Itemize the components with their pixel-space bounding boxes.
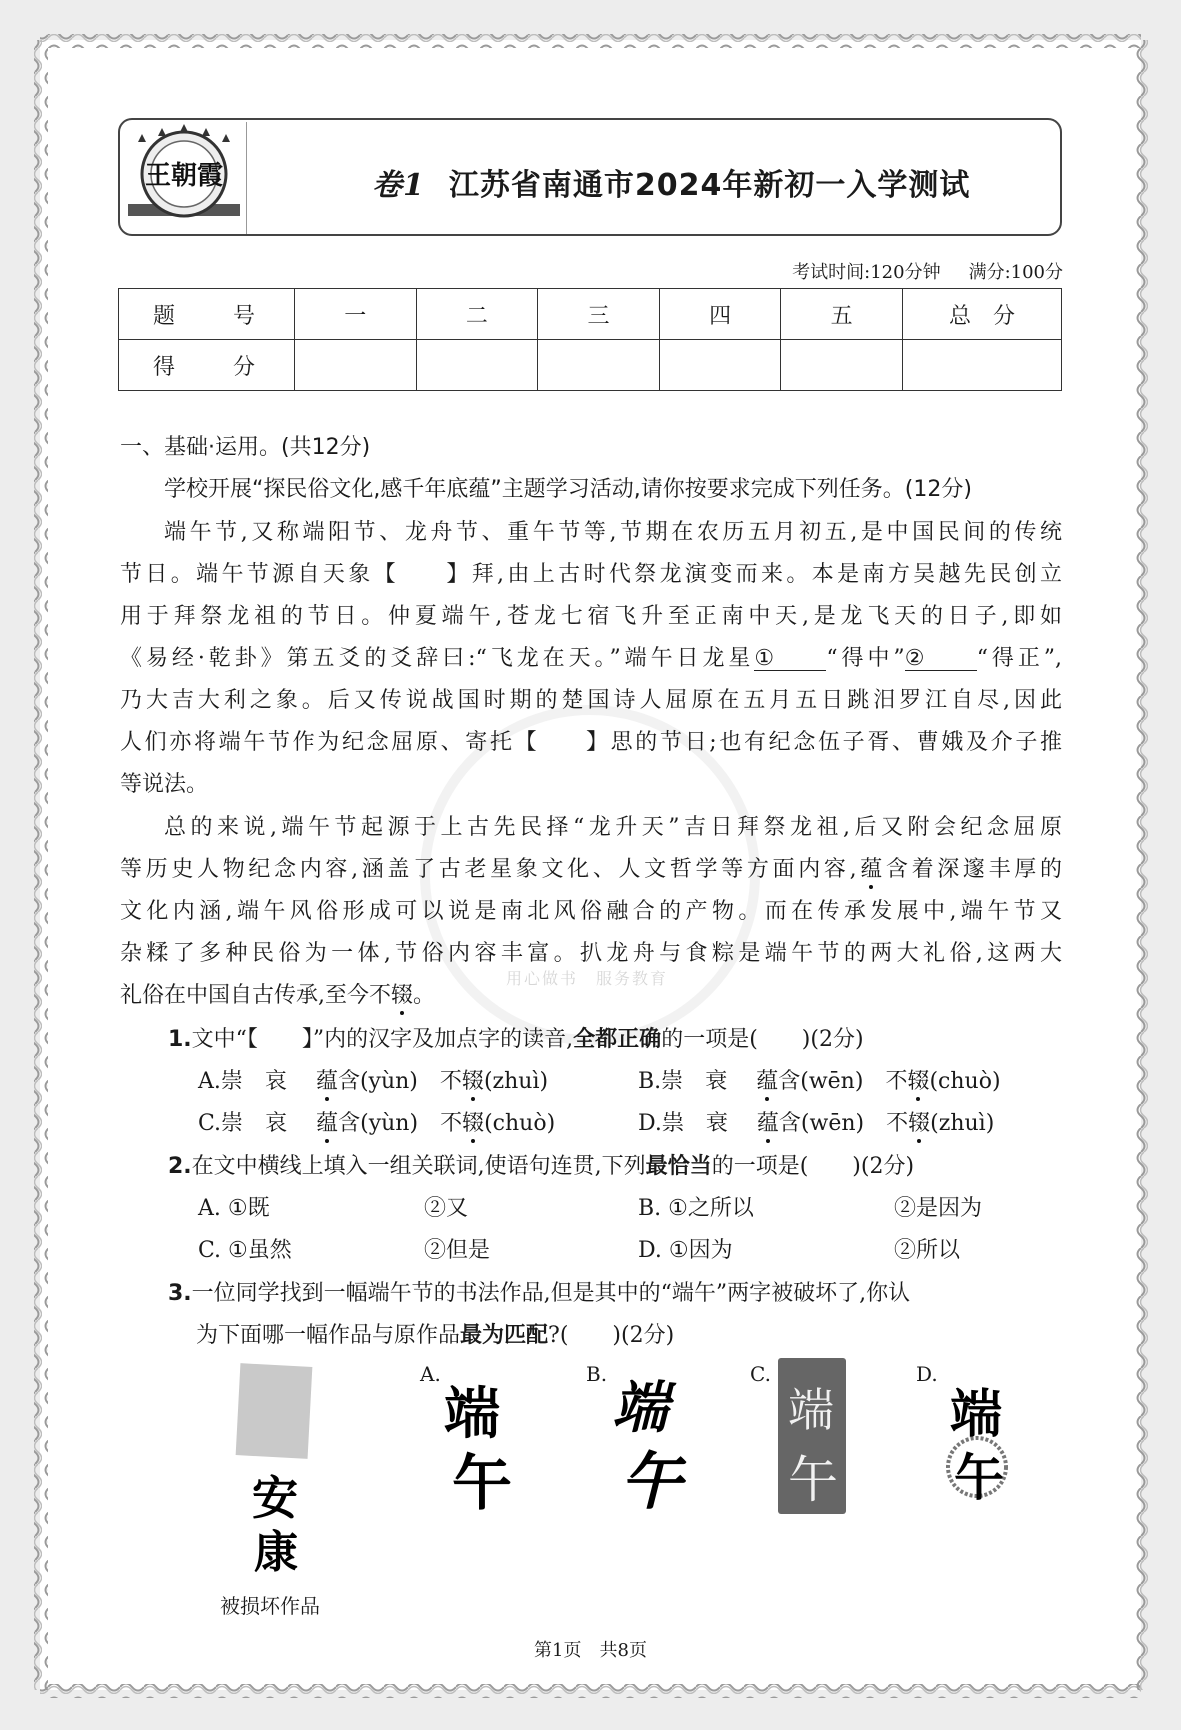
passage-line: 用于拜祭龙祖的节日。仲夏端午,苍龙七宿飞升至正南中天,是龙飞天的日子,即如 (120, 604, 1062, 629)
watermark-text: 用心做书 服务教育 (506, 969, 669, 988)
volume-label: 卷1 (372, 168, 425, 203)
passage-line: 等历史人物纪念内容,涵盖了古老星象文化、人文哲学等方面内容,蕴含着深邃丰厚的 (120, 857, 1062, 882)
q1-option-d[interactable]: D.祟 衰 蕴含(wēn) 不辍(zhuì) (638, 1111, 995, 1136)
logo-seal-icon (122, 122, 246, 234)
passage-line: 礼俗在中国自古传承,至今不辍。 (120, 983, 436, 1008)
score-header-label: 题 号 (119, 289, 295, 340)
section-heading: 一、基础·运用。(共12分) (120, 435, 371, 460)
passage-line: 文化内涵,端午风俗形成可以说是南北风俗融合的产物。而在传承发展中,端午节又 (120, 899, 1062, 924)
question-3: 3.一位同学找到一幅端午节的书法作品,但是其中的“端午”两字被破坏了,你认 (168, 1281, 911, 1306)
q2-option-a-second: ②又 (424, 1196, 469, 1221)
passage-line: 人们亦将端午节作为纪念屈原、寄托【 】思的节日;也有纪念伍子胥、曹娥及介子推 (120, 730, 1062, 755)
damaged-char-kang: 康 (254, 1527, 298, 1578)
choice-d-char-wu[interactable]: 午 (954, 1448, 1004, 1507)
choice-a-label[interactable]: A. (420, 1362, 441, 1386)
q2-option-b-second: ②是因为 (894, 1196, 983, 1221)
score-cell[interactable] (416, 340, 538, 391)
question-3-line2: 为下面哪一幅作品与原作品最为匹配?( )(2分) (196, 1323, 675, 1348)
q2-option-c-second: ②但是 (424, 1238, 491, 1263)
passage-line: 总的来说,端午节起源于上古先民择“龙升天”吉日拜祭龙祖,后又附会纪念屈原 (164, 815, 1062, 840)
section-intro: 学校开展“探民俗文化,感千年底蕴”主题学习活动,请你按要求完成下列任务。(12分) (164, 477, 972, 502)
passage-line: 端午节,又称端阳节、龙舟节、重午节等,节期在农历五月初五,是中国民间的传统 (164, 520, 1062, 545)
score-header-cell: 二 (416, 289, 538, 340)
exam-full-score: 满分:100分 (968, 262, 1063, 283)
passage-line: 乃大吉大利之象。后又传说战国时期的楚国诗人屈原在五月五日跳汨罗江自尽,因此 (120, 688, 1062, 713)
page-number: 第1页 共8页 (534, 1640, 647, 1661)
choice-d-char-duan[interactable]: 端 (950, 1384, 1003, 1445)
passage-line: 杂糅了多种民俗为一体,节俗内容丰富。扒龙舟与食粽是端午节的两大礼俗,这两大 (120, 941, 1062, 966)
score-cell[interactable] (903, 340, 1062, 391)
q2-option-d-first[interactable]: D. ①因为 (638, 1238, 733, 1263)
choice-b-char-duan[interactable]: 端 (612, 1375, 668, 1441)
score-row-label: 得 分 (119, 340, 295, 391)
score-header-cell: 一 (295, 289, 417, 340)
choice-c-char-duan[interactable]: 端 (788, 1383, 834, 1437)
damaged-caption: 被损坏作品 (220, 1594, 320, 1618)
title-text: 江苏省南通市2024年新初一入学测试 (448, 168, 971, 203)
passage-line: 等说法。 (120, 772, 209, 797)
q2-option-b-first[interactable]: B. ①之所以 (638, 1196, 754, 1221)
q2-option-a-first[interactable]: A. ①既 (198, 1196, 270, 1221)
page-title (372, 160, 970, 204)
choice-c-char-wu[interactable]: 午 (788, 1451, 838, 1509)
q1-option-b[interactable]: B.崇 衰 蕴含(wēn) 不辍(chuò) (638, 1069, 1001, 1094)
choice-b-label[interactable]: B. (586, 1362, 608, 1386)
question-2: 2.在文中横线上填入一组关联词,使语句连贯,下列最恰当的一项是( )(2分) (168, 1154, 915, 1179)
score-header-cell: 总 分 (903, 289, 1062, 340)
q1-option-a[interactable]: A.崇 哀 蕴含(yùn) 不辍(zhuì) (198, 1069, 549, 1094)
question-1: 1.文中“【 】”内的汉字及加点字的读音,全都正确的一项是( )(2分) (168, 1027, 864, 1052)
logo (122, 122, 247, 234)
damaged-patch (236, 1363, 313, 1459)
score-header-cell: 四 (659, 289, 781, 340)
q2-option-d-second: ②所以 (894, 1238, 961, 1263)
score-cell[interactable] (538, 340, 660, 391)
q2-option-c-first[interactable]: C. ①虽然 (198, 1238, 292, 1263)
score-cell[interactable] (781, 340, 903, 391)
fill-blank-2[interactable]: ② (905, 648, 977, 671)
exam-info (792, 258, 1063, 284)
fill-blank-1[interactable]: ① (754, 648, 826, 671)
choice-a-char-duan[interactable]: 端 (444, 1381, 500, 1447)
passage-line: 《易经·乾卦》第五爻的爻辞曰:“飞龙在天。”端午日龙星① “得中”② “得正”, (120, 646, 1062, 671)
q1-option-c[interactable]: C.崇 哀 蕴含(yùn) 不辍(chuò) (198, 1111, 556, 1136)
choice-b-char-wu[interactable]: 午 (620, 1445, 683, 1518)
score-cell[interactable] (295, 340, 417, 391)
score-cell[interactable] (659, 340, 781, 391)
score-header-cell: 三 (538, 289, 660, 340)
svg-text:王朝霞: 王朝霞 (144, 161, 224, 191)
damaged-char-an: 安 (252, 1471, 298, 1525)
score-table-header-row (119, 289, 1062, 340)
score-table (118, 288, 1062, 391)
score-header-cell: 五 (781, 289, 903, 340)
choice-a-char-wu[interactable]: 午 (452, 1449, 512, 1519)
choice-c-label[interactable]: C. (750, 1362, 771, 1386)
choice-d-label[interactable]: D. (916, 1362, 938, 1386)
passage-line: 节日。端午节源自天象【 】拜,由上古时代祭龙演变而来。本是南方吴越先民创立 (120, 562, 1062, 587)
exam-time: 考试时间:120分钟 (792, 262, 941, 283)
score-table-score-row (119, 340, 1062, 391)
